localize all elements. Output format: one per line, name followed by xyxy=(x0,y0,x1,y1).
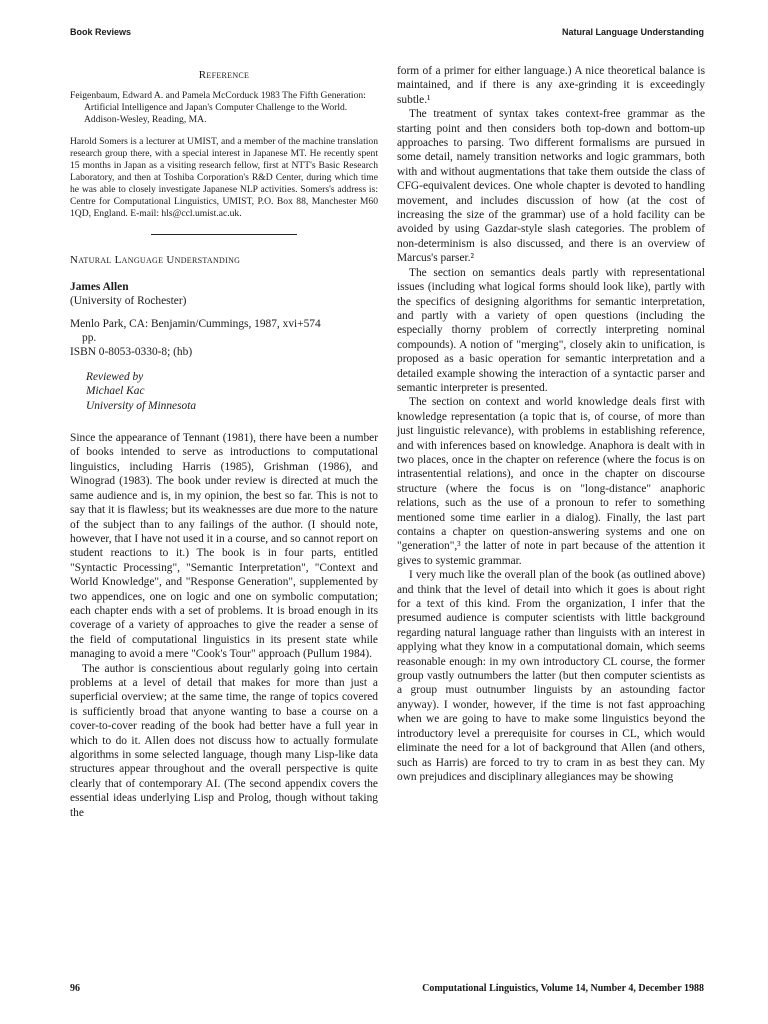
reviewed-by-label: Reviewed by xyxy=(86,370,144,383)
section-divider xyxy=(151,234,297,235)
book-publisher: Menlo Park, CA: Benjamin/Cummings, 1987, xvi+574 xyxy=(70,317,321,330)
review-section-heading: Natural Language Understanding xyxy=(70,254,241,267)
journal-citation: Computational Linguistics, Volume 14, Number 4, December 1988 xyxy=(422,983,704,994)
running-head-right: Natural Language Understanding xyxy=(561,27,704,37)
reviewer-bio: Harold Somers is a lecturer at UMIST, and a member of the machine translation research group there, with a special interest in Japanese MT. He recently spent 15 months in Japan as a visiting research fellow, first at NTT's Basic Research Laboratory, and then at Toshiba Corporation's R&D Center, during which time he was able to closely investigate Japanese NLP activities. Somers's address is: Centre for Computational Linguistics, UMIST, P.O. Box 88, Manchester M60 1QD, England. E-mail: hls@ccl.umist.ac.uk. xyxy=(70,136,378,220)
reviewer-block xyxy=(86,370,378,413)
body-paragraph: I very much like the overall plan of the book (as outlined above) and think that the level of detail into which it goes is about right for a text of this kind. From the organization, I infer that the presumed audience is computer scientists with little background regarding natural language rather than linguists with an interest in applying what they know in a computational domain, which seems reasonable enough: in my own introductory CL course, the former group vastly outnumbers the latter (but then computer scientists as a group must outnumber linguists by an astounding factor anyway). I wonder, however, if the time is not fast approaching when we are going to have to make some linguistics beyond the introductory level a prerequisite for courses in CL, which would eliminate the need for a lot of background that Allen (and others, such as Harris) are forced to try to cram in as best they can. My own prejudices and disciplinary allegiances may be showing xyxy=(397,569,705,783)
right-column xyxy=(397,64,705,784)
page-number: 96 xyxy=(70,983,80,994)
body-paragraph: The author is conscientious about regularly going into certain problems at a level of detail that makes for more than just a superficial overview; at the same time, the range of topics covered is sufficiently broad that anyone wanting to base a course on a cover-to-cover reading of the book had better have a full year in which to do it. Allen does not discuss how to actually formulate algorithms in some selected language, though many Lisp-like data structures appear throughout and the overall perspective is quite clearly that of contemporary AI. (The second appendix covers the essential ideas underlying Lisp and Prolog, though without taking the xyxy=(70,662,378,819)
reference-heading: Reference xyxy=(198,69,250,81)
book-isbn: ISBN 0-8053-0330-8; (hb) xyxy=(70,346,193,359)
left-column xyxy=(70,64,378,820)
reference-entry: Feigenbaum, Edward A. and Pamela McCorduck 1983 The Fifth Generation: Artificial Intelligence and Japan's Computer Challenge to the World. Addison-Wesley, Reading, MA. xyxy=(70,90,366,126)
body-paragraph: The section on context and world knowledge deals first with knowledge representation (a topic that is, of course, of more than just linguistic relevance), with problems in establishing reference, and with inferences based on knowledge. Anaphora is dealt with in two places, once in the chapter on reference (where the focus is on intrasentential relations), and once in the chapter on discourse structure (where the focus is on "long-distance" anaphoric relations, such as the use of a pronoun to refer to something mentioned some time earlier in a dialog). Finally, the last part contains a chapter on question-answering systems and one on "generation",³ the latter of note in part because of the attention it gives to systemic grammar. xyxy=(397,396,705,567)
reviewer-affiliation: University of Minnesota xyxy=(86,399,197,412)
body-paragraph: The section on semantics deals partly with representational issues (including what logical forms should look like), partly with the specifics of designing algorithms for semantic interpretation, and partly with a variety of open questions (including the especially thorny problem of correctly interpreting nominal compounds). A notion of "merging", closely akin to unification, is proposed as a basic operation for semantic interpretation and a detailed example showing the interaction of a syntactic parser and semantic interpreter is presented. xyxy=(397,266,705,394)
body-paragraph: form of a primer for either language.) A nice theoretical balance is maintained, and if there is any axe-grinding it is exceedingly subtle.¹ xyxy=(397,65,705,106)
book-affiliation: (University of Rochester) xyxy=(70,295,187,308)
book-author: James Allen xyxy=(70,280,129,293)
reviewer-name: Michael Kac xyxy=(86,385,145,398)
running-head-left: Book Reviews xyxy=(70,27,132,37)
book-pages: pp. xyxy=(82,332,97,345)
body-paragraph: The treatment of syntax takes context-free grammar as the starting point and then considers both top-down and bottom-up approaches to parsing. Two different formalisms are pursued in some detail, namely transition networks and logic grammars, both with and without augmentations that take them outside the class of CFG-equivalent devices. One whole chapter is devoted to handling movement, and includes discussion of how (at the cost of increasing the size of the grammar) use of a hold facility can be avoided by using Gazdar-style slash categories. The problem of non-determinism is also discussed, and there is an overview of Marcus's parser.² xyxy=(397,108,705,265)
body-paragraph: Since the appearance of Tennant (1981), there have been a number of books intended to serve as introductions to computational linguistics, including Harris (1985), Grishman (1986), and Winograd (1983). The book under review is directed at much the same audience and is, in my opinion, the best so far. This is not to say that it is flawless; but its weaknesses are due more to the nature of the subject than to any failings of the author. (I should note, however, that I have not used it in a course, and so cannot report on student reactions to it.) The book is in four parts, entitled "Syntactic Processing", "Semantic Interpretation", "Context and World Knowledge", and "Response Generation", supplemented by two appendices, one on logic and one on symbolic computation; each chapter ends with a set of problems. It is broad enough in its coverage of a variety of approaches to give the reader a sense of the field of computational linguistics in its present state while managing to avoid a mere "Cook's Tour" approach (Pullum 1984). xyxy=(70,432,378,661)
